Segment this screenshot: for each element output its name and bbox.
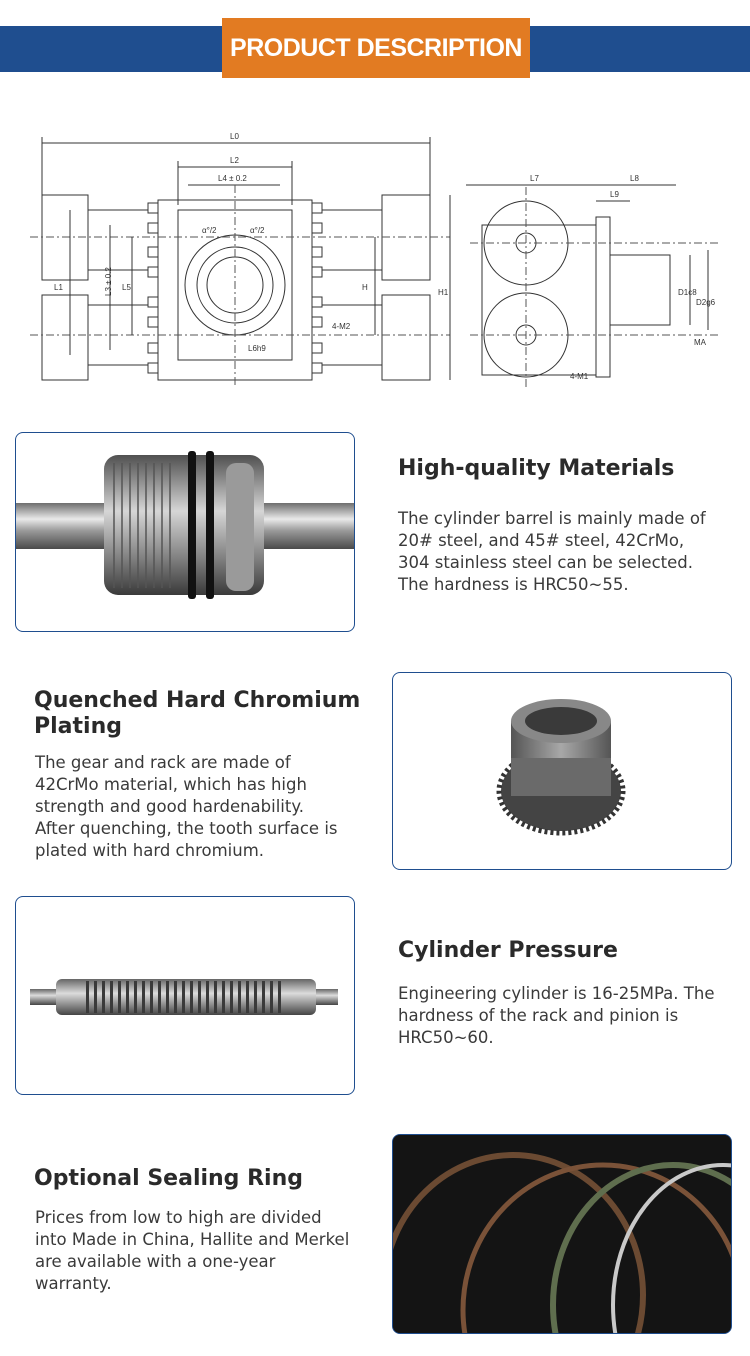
dim-l4-label: L4 ± 0.2 [218, 174, 247, 183]
section-title-pressure: Cylinder Pressure [398, 938, 618, 963]
dim-l9-label: L9 [610, 190, 619, 199]
section-text-pressure: Engineering cylinder is 16-25MPa. The hardness of the rack and pinion is HRC50~60. [398, 984, 715, 1047]
dim-d2-label: D2g6 [696, 298, 716, 307]
dim-h-label: H [362, 283, 368, 292]
rack-image [15, 896, 355, 1095]
dim-l1-label: L1 [54, 283, 63, 292]
dim-l3-label: L3 ± 0.2 [104, 267, 113, 296]
section-text-chromium: The gear and rack are made of 42CrMo material, which has high strength and good hardenability. After quenching, the tooth surface is plated with hard chromium. [35, 753, 338, 860]
section-title-chromium: Quenched Hard Chromium Plating [34, 688, 361, 739]
header-title-box [222, 18, 530, 78]
dim-l6-label: L6h9 [248, 344, 266, 353]
section-text-materials: The cylinder barrel is mainly made of 20# steel, and 45# steel, 42CrMo, 304 stainless steel can be selected. The hardness is HRC50~55. [398, 509, 706, 594]
gear-image [392, 672, 732, 870]
angle-label-1: α°/2 [202, 226, 217, 235]
dim-l2-label: L2 [230, 156, 239, 165]
angle-label-2: α°/2 [250, 226, 265, 235]
thread-m2-label: 4-M2 [332, 322, 351, 331]
thread-m1-label: 4-M1 [570, 372, 589, 381]
dim-l8-label: L8 [630, 174, 639, 183]
dim-l0-label: L0 [230, 132, 239, 141]
surface-ma-label: MA [694, 338, 706, 347]
dim-d1-label: D1c8 [678, 288, 697, 297]
dim-l7-label: L7 [530, 174, 539, 183]
page-title: PRODUCT DESCRIPTION [230, 33, 522, 62]
dim-h1-label: H1 [438, 288, 449, 297]
section-title-materials: High-quality Materials [398, 456, 675, 481]
cylinder-barrel-image [15, 432, 355, 632]
dim-l5-label: L5 [122, 283, 131, 292]
section-title-sealing: Optional Sealing Ring [34, 1166, 303, 1191]
sealing-ring-image [392, 1134, 732, 1334]
section-text-sealing: Prices from low to high are divided into Made in China, Hallite and Merkel are available with a one-year warranty. [35, 1208, 350, 1293]
technical-drawing [30, 125, 720, 390]
